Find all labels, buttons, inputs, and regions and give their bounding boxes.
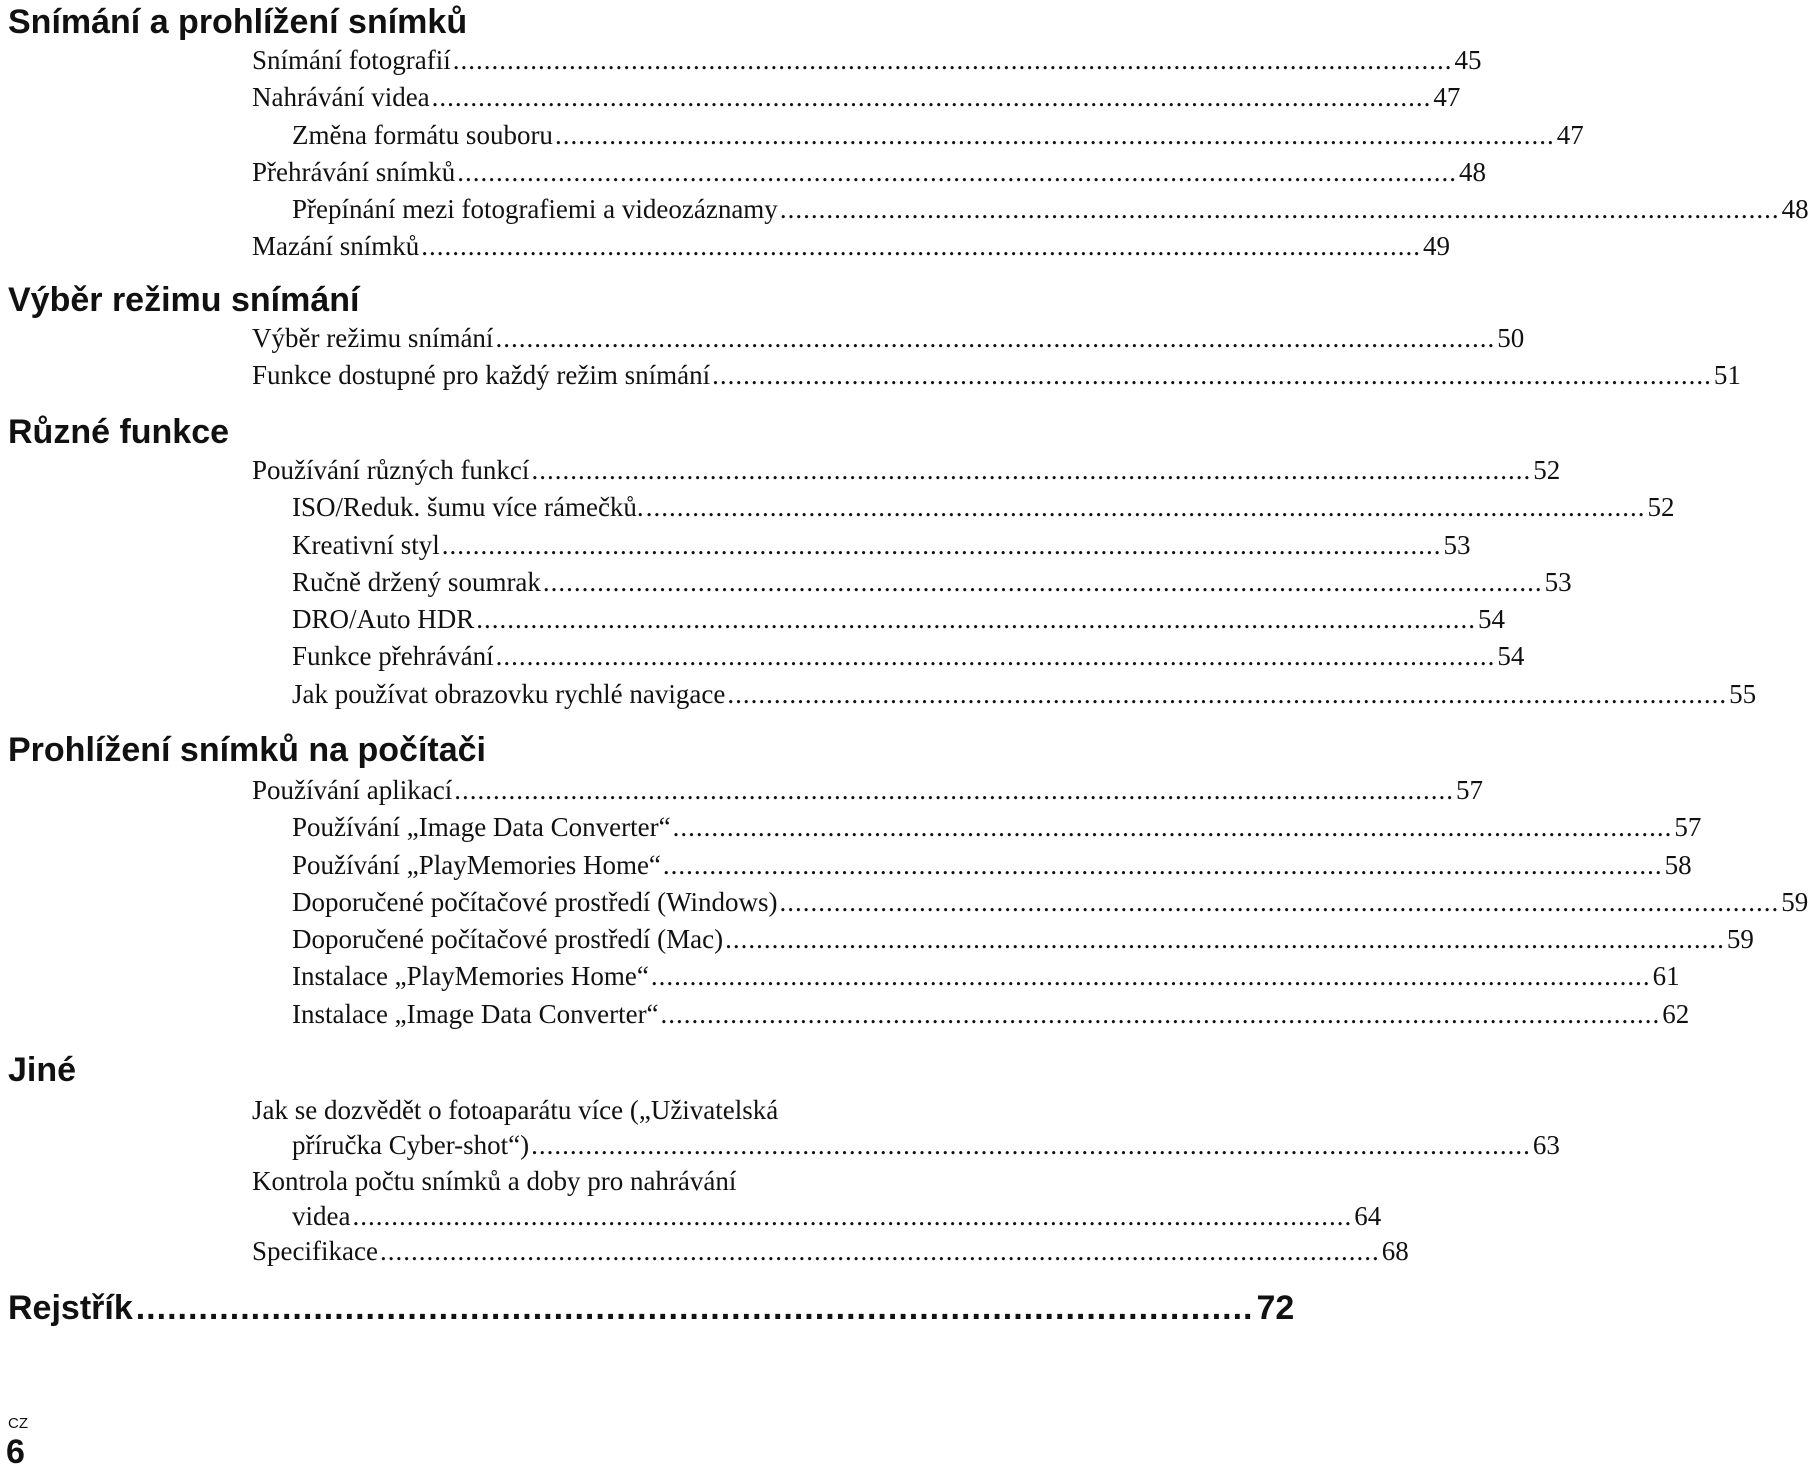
index-entry[interactable]: Rejstřík ........................................................................................................... 72 xyxy=(8,1289,1295,1327)
toc-entry[interactable]: Nahrávání videa ................................................................................................................................. 47 xyxy=(252,82,1461,113)
toc-entry[interactable]: Používání různých funkcí ................................................................................................................................. 52 xyxy=(252,455,1561,485)
toc-list xyxy=(0,452,1757,713)
toc-entry[interactable]: Používání aplikací ................................................................................................................................. 57 xyxy=(252,775,1483,805)
toc-entry[interactable]: videa ................................................................................................................................. 64 xyxy=(292,1200,1382,1231)
toc-list xyxy=(0,772,1809,1033)
toc-entry[interactable]: Instalace „Image Data Converter“ ................................................................................................................................. 62 xyxy=(292,998,1690,1029)
toc-list xyxy=(0,1093,1560,1269)
section-title: Výběr režimu snímání xyxy=(8,281,360,319)
section-title: Různé funkce xyxy=(8,413,230,451)
toc-entry[interactable]: Funkce dostupné pro každý režim snímání ................................................................................................................................. 51 xyxy=(252,360,1741,391)
toc-entry[interactable]: Používání „PlayMemories Home“ ................................................................................................................................. 58 xyxy=(292,849,1692,880)
toc-entry[interactable]: Specifikace ................................................................................................................................. 68 xyxy=(252,1236,1409,1267)
toc-entry[interactable]: Doporučené počítačové prostředí (Windows) ................................................................................................................................. 59 xyxy=(292,886,1809,917)
toc-entry[interactable]: DRO/Auto HDR ................................................................................................................................. 54 xyxy=(292,604,1506,635)
toc-entry[interactable]: Výběr režimu snímání ................................................................................................................................. 50 xyxy=(252,323,1525,353)
toc-list xyxy=(0,42,1809,266)
index-title: Rejstřík xyxy=(8,1289,133,1327)
toc-entry[interactable]: Používání „Image Data Converter“ ................................................................................................................................. 57 xyxy=(292,812,1702,843)
toc-entry[interactable]: Ručně držený soumrak ................................................................................................................................. 53 xyxy=(292,566,1572,597)
toc-entry[interactable]: Snímání fotografií ................................................................................................................................. 45 xyxy=(252,45,1482,75)
language-code: CZ xyxy=(8,1415,28,1432)
toc-entry[interactable]: Mazání snímků ................................................................................................................................. 49 xyxy=(252,231,1450,262)
toc-entry-line[interactable]: Kontrola počtu snímků a doby pro nahrávání xyxy=(252,1165,737,1196)
section-title: Jiné xyxy=(8,1051,77,1089)
page-number: 6 xyxy=(6,1433,25,1471)
toc-entry[interactable]: Změna formátu souboru ................................................................................................................................. 47 xyxy=(292,119,1584,150)
toc-entry-line[interactable]: Jak se dozvědět o fotoaparátu více („Uživatelská xyxy=(252,1095,779,1125)
index-page: 72 xyxy=(1256,1289,1295,1327)
toc-entry[interactable]: Funkce přehrávání ................................................................................................................................. 54 xyxy=(292,641,1525,672)
toc-entry[interactable]: Instalace „PlayMemories Home“ ................................................................................................................................. 61 xyxy=(292,961,1680,992)
toc-entry[interactable]: Kreativní styl ................................................................................................................................. 53 xyxy=(292,529,1471,560)
toc-entry[interactable]: Doporučené počítačové prostředí (Mac) ................................................................................................................................. 59 xyxy=(292,924,1754,955)
toc-entry[interactable]: Přehrávání snímků ................................................................................................................................. 48 xyxy=(252,156,1486,187)
toc-list xyxy=(0,320,1741,395)
toc-entry[interactable]: příručka Cyber-shot“) ................................................................................................................................. 63 xyxy=(292,1130,1560,1161)
section-title: Prohlížení snímků na počítači xyxy=(8,731,486,769)
toc-entry[interactable]: Přepínání mezi fotografiemi a videozáznamy ................................................................................................................................. 48 xyxy=(292,194,1809,225)
toc-entry[interactable]: Jak používat obrazovku rychlé navigace ................................................................................................................................. 55 xyxy=(292,678,1757,709)
toc-entry[interactable]: ISO/Reduk. šumu více rámečků. ................................................................................................................................. 52 xyxy=(292,492,1675,523)
section-title: Snímání a prohlížení snímků xyxy=(8,3,468,41)
